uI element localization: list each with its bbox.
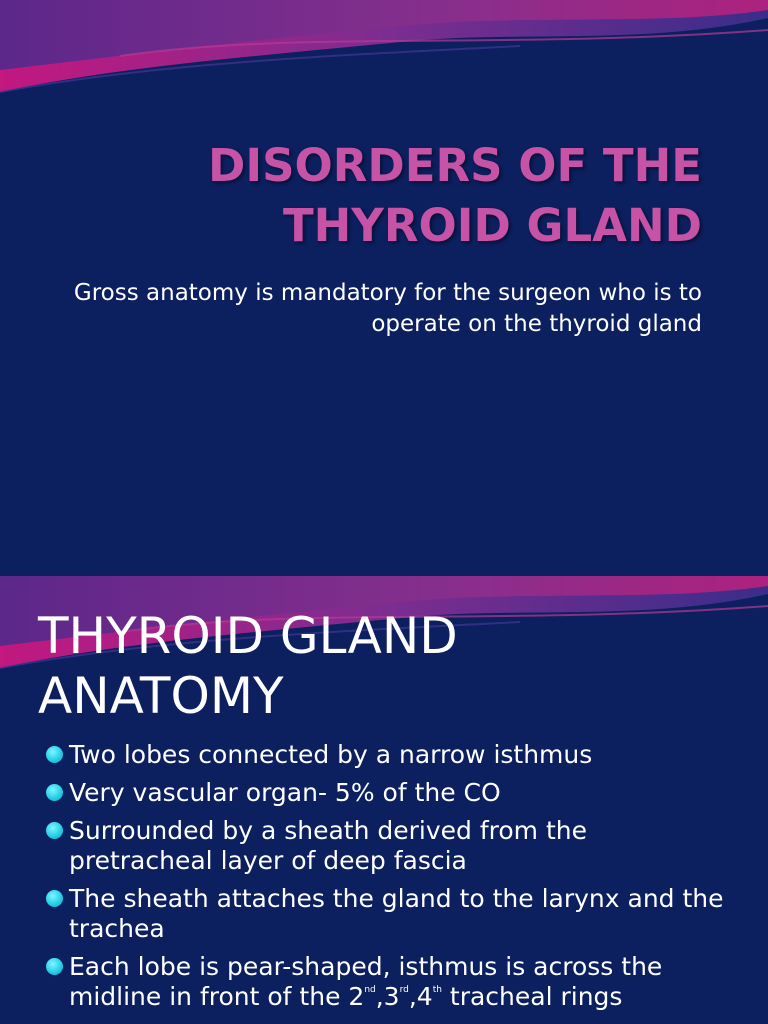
list-item: [46, 778, 736, 808]
bullet-list: [46, 740, 736, 1020]
bullet-text: Surrounded by a sheath derived from the pretracheal layer of deep fascia: [69, 816, 587, 875]
bullet-text: Two lobes connected by a narrow isthmus: [69, 740, 593, 769]
list-item: [46, 740, 736, 770]
header-swoosh-decoration: [0, 0, 768, 110]
bullet-dot-icon: [46, 958, 63, 975]
list-item: [46, 884, 736, 944]
slide-subtitle: Gross anatomy is mandatory for the surgeon who is to operate on the thyroid gland: [73, 280, 702, 337]
list-item: [46, 952, 736, 1012]
bullet-text: [69, 952, 662, 1011]
ordinal-suffix: th: [432, 985, 442, 995]
bullet-text-lead: Each lobe is pear-shaped, isthmus is across the midline in front of the 2: [69, 952, 663, 1011]
slide-title: DISORDERS OF THE THYROID GLAND: [208, 139, 702, 252]
bullet-text-part: ,3: [375, 982, 400, 1011]
bullet-dot-icon: [46, 746, 63, 763]
bullet-text: Very vascular organ- 5% of the CO: [69, 778, 501, 807]
ordinal-suffix: rd: [399, 985, 409, 995]
bullet-dot-icon: [46, 822, 63, 839]
bullet-text-part: ,4: [408, 982, 433, 1011]
bullet-text: The sheath attaches the gland to the larynx and the trachea: [69, 884, 724, 943]
slide-title: THYROID GLAND ANATOMY: [38, 607, 458, 725]
list-item: [46, 816, 736, 876]
ordinal-suffix: nd: [364, 985, 376, 995]
bullet-text-tail: tracheal rings: [441, 982, 623, 1011]
bullet-dot-icon: [46, 784, 63, 801]
bullet-dot-icon: [46, 890, 63, 907]
